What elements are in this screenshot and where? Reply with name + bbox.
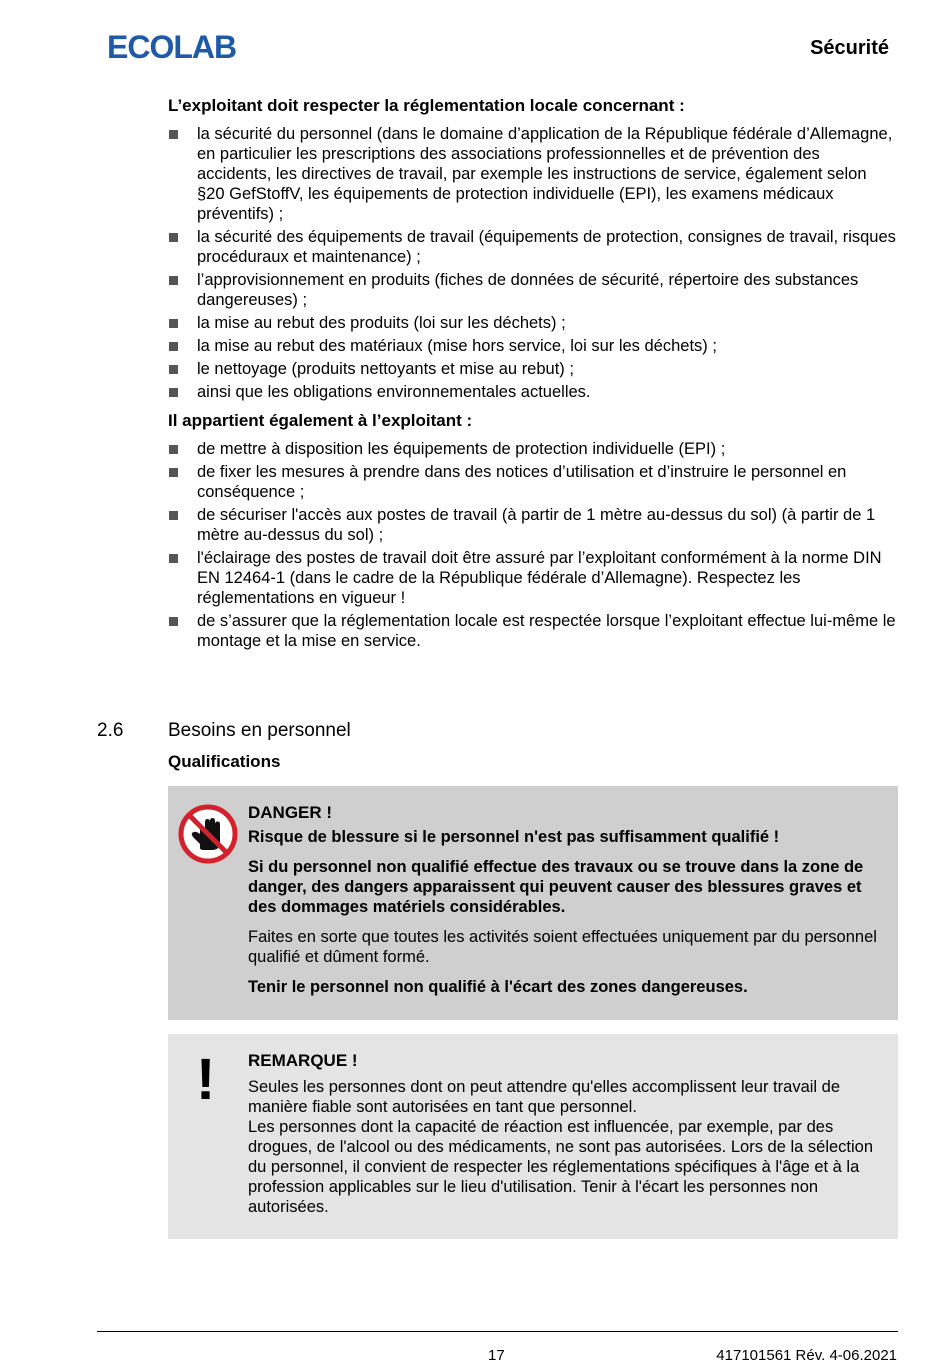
danger-text [248,803,878,1007]
square-bullet-icon [169,342,178,351]
document-reference: 417101561 Rév. 4-06.2021 [716,1347,897,1364]
header-section-title: Sécurité [810,37,889,59]
danger-title: DANGER ! [248,803,333,822]
list-item: de s’assurer que la réglementation locale est respectée lorsque l’exploitant effectue lui-même le montage et la mise en service. [168,611,898,651]
footer-divider [97,1331,898,1332]
main-content [168,95,898,659]
danger-warning-box [168,786,898,1020]
note-box [168,1034,898,1239]
note-text [248,1051,878,1217]
list-item: la mise au rebut des produits (loi sur les déchets) ; [168,313,898,333]
section-number: 2.6 [97,720,124,741]
square-bullet-icon [169,511,178,520]
square-bullet-icon [169,554,178,563]
list-item: l’approvisionnement en produits (fiches de données de sécurité, répertoire des substances dangereuses) ; [168,270,898,310]
operator-duties-heading: Il appartient également à l’exploitant : [168,411,473,430]
square-bullet-icon [169,468,178,477]
ecolab-logo [107,30,257,62]
no-access-hand-icon [178,804,238,864]
exclamation-icon: ! [196,1047,216,1112]
operator-rules-heading: L’exploitant doit respecter la réglementation locale concernant : [168,96,685,115]
note-title: REMARQUE ! [248,1051,358,1070]
square-bullet-icon [169,276,178,285]
list-item: l'éclairage des postes de travail doit être assuré par l’exploitant conformément à la norme DIN EN 12464-1 (dans le cadre de la République fédérale d’Allemagne). Respectez les réglementations en vigueur ! [168,548,898,608]
page-number: 17 [488,1347,505,1364]
square-bullet-icon [169,130,178,139]
note-line: Les personnes dont la capacité de réaction est influencée, par exemple, par des drogues, de l'alcool ou des médicaments, ne sont pas autorisées. Lors de la sélection du personnel, il convient de respecter les réglementations spécifiques à l'âge et à la profession applicables sur le lieu d'utilisation. Tenir à l'écart les personnes non autorisées. [248,1118,874,1216]
danger-line: Tenir le personnel non qualifié à l'écart des zones dangereuses. [248,978,748,996]
square-bullet-icon [169,617,178,626]
square-bullet-icon [169,445,178,454]
danger-line: Risque de blessure si le personnel n'est pas suffisamment qualifié ! [248,828,780,846]
square-bullet-icon [169,388,178,397]
square-bullet-icon [169,233,178,242]
square-bullet-icon [169,319,178,328]
list-item: de fixer les mesures à prendre dans des notices d’utilisation et d’instruire le personnel en conséquence ; [168,462,898,502]
list-item: la mise au rebut des matériaux (mise hors service, loi sur les déchets) ; [168,336,898,356]
danger-line: Faites en sorte que toutes les activités soient effectuées uniquement par du personnel qualifié et dûment formé. [248,928,877,966]
list-item: le nettoyage (produits nettoyants et mise au rebut) ; [168,359,898,379]
list-item: de mettre à disposition les équipements de protection individuelle (EPI) ; [168,439,898,459]
list-item: la sécurité du personnel (dans le domaine d’application de la République fédérale d’Allemagne, en particulier les prescriptions des associations professionnelles et de prévention des accidents, les directives de travail, par exemple les instructions de service, également selon §20 GefStoffV, les équipements de protection individuelle (EPI), les examens médicaux préventifs) ; [168,124,898,224]
operator-rules-list [168,124,898,402]
list-item: ainsi que les obligations environnementales actuelles. [168,382,898,402]
operator-duties-list [168,439,898,651]
list-item: la sécurité des équipements de travail (équipements de protection, consignes de travail, risques procéduraux et maintenance) ; [168,227,898,267]
danger-line: Si du personnel non qualifié effectue des travaux ou se trouve dans la zone de danger, des dangers apparaissent qui peuvent causer des blessures graves et des dommages matériels considérables. [248,858,864,916]
note-line: Seules les personnes dont on peut attendre qu'elles accomplissent leur travail de manière fiable sont autorisées en tant que personnel. [248,1078,841,1116]
section-title: Besoins en personnel [168,720,351,741]
square-bullet-icon [169,365,178,374]
subsection-title: Qualifications [168,752,281,771]
svg-text:ECOLAB: ECOLAB [107,30,237,62]
list-item: de sécuriser l'accès aux postes de travail (à partir de 1 mètre au-dessus du sol) (à partir de 1 mètre au-dessus du sol) ; [168,505,898,545]
